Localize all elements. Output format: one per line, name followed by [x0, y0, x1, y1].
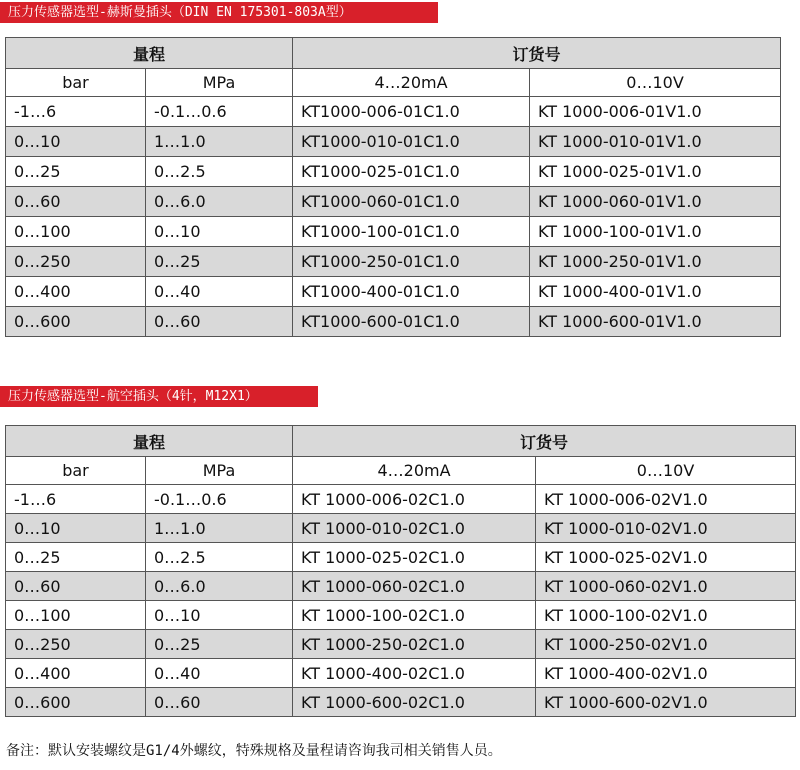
cell-mpa: 0…2.5: [146, 157, 293, 187]
cell-4-20ma: KT 1000-025-02C1.0: [293, 543, 536, 572]
cell-4-20ma: KT 1000-400-02C1.0: [293, 659, 536, 688]
cell-bar: 0…100: [6, 601, 146, 630]
cell-mpa: 0…2.5: [146, 543, 293, 572]
cell-0-10v: KT 1000-010-02V1.0: [536, 514, 796, 543]
cell-0-10v: KT 1000-600-02V1.0: [536, 688, 796, 717]
cell-4-20ma: KT1000-010-01C1.0: [293, 127, 530, 157]
table-row: [6, 659, 796, 688]
cell-4-20ma: KT1000-025-01C1.0: [293, 157, 530, 187]
cell-mpa: 0…40: [146, 659, 293, 688]
cell-4-20ma: KT 1000-010-02C1.0: [293, 514, 536, 543]
cell-4-20ma: KT1000-060-01C1.0: [293, 187, 530, 217]
header-order-number: 订货号: [293, 426, 796, 457]
table-m12: [5, 425, 796, 717]
cell-bar: 0…250: [6, 247, 146, 277]
cell-4-20ma: KT 1000-060-02C1.0: [293, 572, 536, 601]
cell-bar: 0…10: [6, 127, 146, 157]
header-range: 量程: [6, 38, 293, 69]
table-subheader-row: [6, 457, 796, 485]
header-order-number: 订货号: [293, 38, 781, 69]
col-bar: bar: [6, 69, 146, 97]
cell-0-10v: KT 1000-250-02V1.0: [536, 630, 796, 659]
cell-4-20ma: KT1000-600-01C1.0: [293, 307, 530, 337]
cell-bar: 0…400: [6, 659, 146, 688]
cell-bar: 0…10: [6, 514, 146, 543]
cell-4-20ma: KT 1000-100-02C1.0: [293, 601, 536, 630]
col-4-20ma: 4…20mA: [293, 69, 530, 97]
table-row: [6, 514, 796, 543]
table-row: [6, 217, 781, 247]
table-row: [6, 630, 796, 659]
cell-4-20ma: KT1000-400-01C1.0: [293, 277, 530, 307]
table-row: [6, 247, 781, 277]
cell-0-10v: KT 1000-010-01V1.0: [530, 127, 781, 157]
cell-0-10v: KT 1000-006-02V1.0: [536, 485, 796, 514]
cell-0-10v: KT 1000-400-01V1.0: [530, 277, 781, 307]
cell-bar: 0…100: [6, 217, 146, 247]
cell-mpa: 0…60: [146, 307, 293, 337]
cell-mpa: 0…25: [146, 630, 293, 659]
cell-mpa: 0…6.0: [146, 572, 293, 601]
table-row: [6, 601, 796, 630]
table-row: [6, 187, 781, 217]
cell-bar: 0…60: [6, 187, 146, 217]
cell-0-10v: KT 1000-400-02V1.0: [536, 659, 796, 688]
cell-0-10v: KT 1000-100-01V1.0: [530, 217, 781, 247]
cell-bar: 0…25: [6, 157, 146, 187]
table-row: [6, 307, 781, 337]
cell-bar: -1…6: [6, 485, 146, 514]
table-header-row: [6, 426, 796, 457]
cell-4-20ma: KT 1000-250-02C1.0: [293, 630, 536, 659]
cell-mpa: -0.1…0.6: [146, 97, 293, 127]
cell-4-20ma: KT1000-100-01C1.0: [293, 217, 530, 247]
col-mpa: MPa: [146, 457, 293, 485]
cell-0-10v: KT 1000-100-02V1.0: [536, 601, 796, 630]
cell-mpa: 1…1.0: [146, 514, 293, 543]
section-title-m12: 压力传感器选型-航空插头（4针，M12X1）: [0, 386, 318, 407]
table-row: [6, 572, 796, 601]
table-body: [6, 97, 781, 337]
col-4-20ma: 4…20mA: [293, 457, 536, 485]
header-range: 量程: [6, 426, 293, 457]
table-row: [6, 543, 796, 572]
footnote: 备注：默认安装螺纹是G1/4外螺纹，特殊规格及量程请咨询我司相关销售人员。: [6, 743, 502, 759]
cell-bar: 0…600: [6, 688, 146, 717]
cell-0-10v: KT 1000-025-01V1.0: [530, 157, 781, 187]
cell-mpa: 0…40: [146, 277, 293, 307]
cell-4-20ma: KT1000-006-01C1.0: [293, 97, 530, 127]
cell-0-10v: KT 1000-025-02V1.0: [536, 543, 796, 572]
table-row: [6, 277, 781, 307]
table-subheader-row: [6, 69, 781, 97]
cell-0-10v: KT 1000-060-02V1.0: [536, 572, 796, 601]
cell-mpa: 0…10: [146, 601, 293, 630]
cell-0-10v: KT 1000-250-01V1.0: [530, 247, 781, 277]
cell-mpa: 0…60: [146, 688, 293, 717]
cell-bar: 0…60: [6, 572, 146, 601]
cell-bar: 0…400: [6, 277, 146, 307]
col-0-10v: 0…10V: [536, 457, 796, 485]
cell-mpa: 0…25: [146, 247, 293, 277]
table-row: [6, 157, 781, 187]
table-header-row: [6, 38, 781, 69]
table-row: [6, 97, 781, 127]
cell-4-20ma: KT 1000-006-02C1.0: [293, 485, 536, 514]
cell-bar: 0…250: [6, 630, 146, 659]
cell-mpa: 0…6.0: [146, 187, 293, 217]
table-din: [5, 37, 781, 337]
table-row: [6, 127, 781, 157]
cell-0-10v: KT 1000-006-01V1.0: [530, 97, 781, 127]
cell-mpa: -0.1…0.6: [146, 485, 293, 514]
col-bar: bar: [6, 457, 146, 485]
cell-bar: 0…600: [6, 307, 146, 337]
cell-0-10v: KT 1000-600-01V1.0: [530, 307, 781, 337]
cell-0-10v: KT 1000-060-01V1.0: [530, 187, 781, 217]
cell-bar: 0…25: [6, 543, 146, 572]
cell-4-20ma: KT1000-250-01C1.0: [293, 247, 530, 277]
section-title-din: 压力传感器选型-赫斯曼插头（DIN EN 175301-803A型）: [0, 2, 438, 23]
cell-mpa: 0…10: [146, 217, 293, 247]
table-row: [6, 688, 796, 717]
table-row: [6, 485, 796, 514]
col-0-10v: 0…10V: [530, 69, 781, 97]
col-mpa: MPa: [146, 69, 293, 97]
cell-mpa: 1…1.0: [146, 127, 293, 157]
table-body: [6, 485, 796, 717]
cell-bar: -1…6: [6, 97, 146, 127]
cell-4-20ma: KT 1000-600-02C1.0: [293, 688, 536, 717]
